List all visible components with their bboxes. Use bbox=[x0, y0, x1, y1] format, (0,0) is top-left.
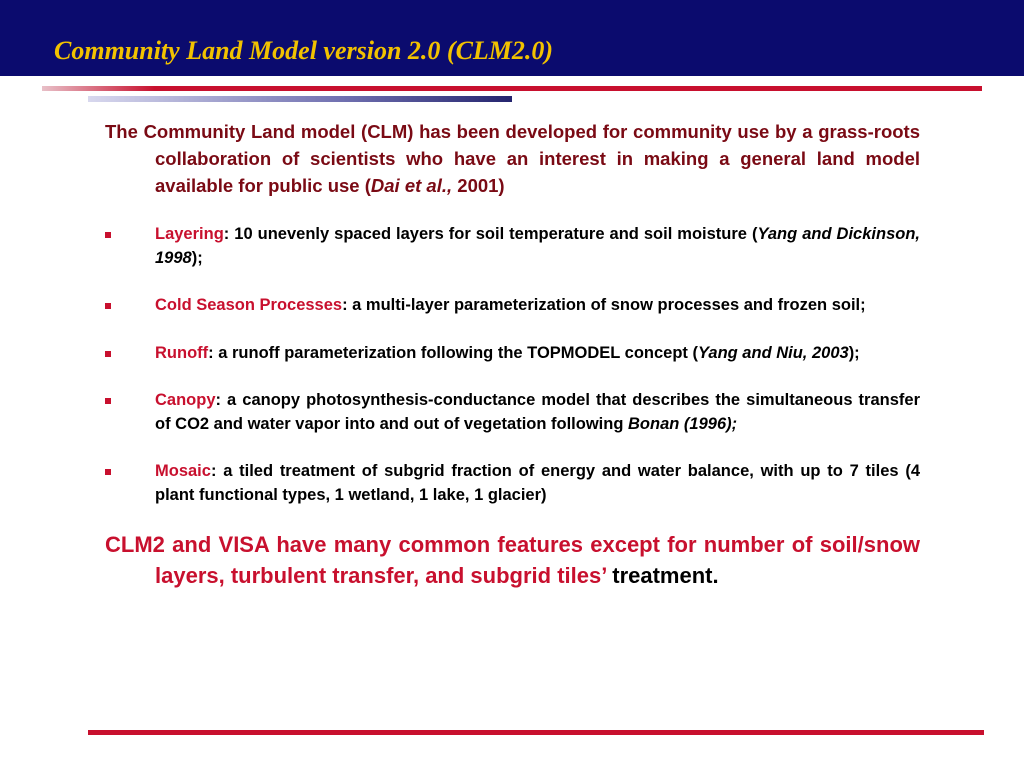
list-item bbox=[105, 342, 920, 366]
bullet-keyword: Layering bbox=[155, 225, 224, 243]
square-bullet-icon bbox=[105, 232, 111, 238]
bullet-keyword: Cold Season Processes bbox=[155, 296, 343, 314]
list-item bbox=[105, 389, 920, 436]
bullet-text: : a multi-layer parameterization of snow processes and frozen soil; bbox=[342, 296, 866, 314]
closing-text-end: treatment. bbox=[606, 563, 719, 588]
closing-text: CLM2 and VISA have many common features except for number of soil/snow layers, turbulent transfer, and subgrid tiles’ bbox=[105, 532, 920, 588]
closing-paragraph bbox=[105, 529, 920, 591]
list-item bbox=[105, 294, 920, 318]
bullet-tail: ); bbox=[848, 343, 860, 362]
square-bullet-icon bbox=[105, 351, 111, 357]
list-item bbox=[105, 460, 920, 507]
intro-text: The Community Land model (CLM) has been developed for community use by a grass-roots collaboration of scientists who have an interest in making a general land model available for public use ( bbox=[105, 121, 920, 196]
slide-title: Community Land Model version 2.0 (CLM2.0) bbox=[54, 36, 554, 65]
square-bullet-icon bbox=[105, 398, 111, 404]
feature-list bbox=[105, 223, 920, 507]
footer-red-rule bbox=[88, 730, 984, 735]
bullet-text: : a tiled treatment of subgrid fraction of energy and water balance, with up to 7 tiles (4 plant functional types, 1 wetland, 1 lake, 1 glacier) bbox=[155, 462, 920, 504]
header-gradient-rule bbox=[88, 96, 512, 102]
bullet-keyword: Canopy bbox=[155, 391, 216, 409]
square-bullet-icon bbox=[105, 303, 111, 309]
intro-paragraph bbox=[105, 118, 920, 199]
intro-citation-year: 2001) bbox=[452, 175, 505, 196]
bullet-keyword: Runoff bbox=[155, 343, 209, 362]
header-red-rule bbox=[42, 86, 982, 91]
bullet-reference: Bonan (1996); bbox=[628, 414, 738, 433]
slide-header bbox=[0, 0, 1024, 76]
bullet-reference: Yang and Dickinson, 1998 bbox=[155, 225, 920, 267]
intro-citation: Dai et al., bbox=[370, 175, 453, 196]
bullet-text: : a canopy photosynthesis-conductance model that describes the simultaneous transfer of CO2 and water vapor into and out of vegetation following bbox=[155, 391, 920, 433]
bullet-text: : a runoff parameterization following the TOPMODEL concept ( bbox=[208, 343, 698, 362]
bullet-reference: Yang and Niu, 2003 bbox=[698, 343, 849, 362]
bullet-keyword: Mosaic bbox=[155, 462, 211, 480]
bullet-tail: ); bbox=[191, 248, 203, 267]
bullet-text: : 10 unevenly spaced layers for soil temperature and soil moisture ( bbox=[223, 225, 758, 243]
square-bullet-icon bbox=[105, 469, 111, 475]
list-item bbox=[105, 223, 920, 270]
slide-body bbox=[105, 118, 920, 591]
